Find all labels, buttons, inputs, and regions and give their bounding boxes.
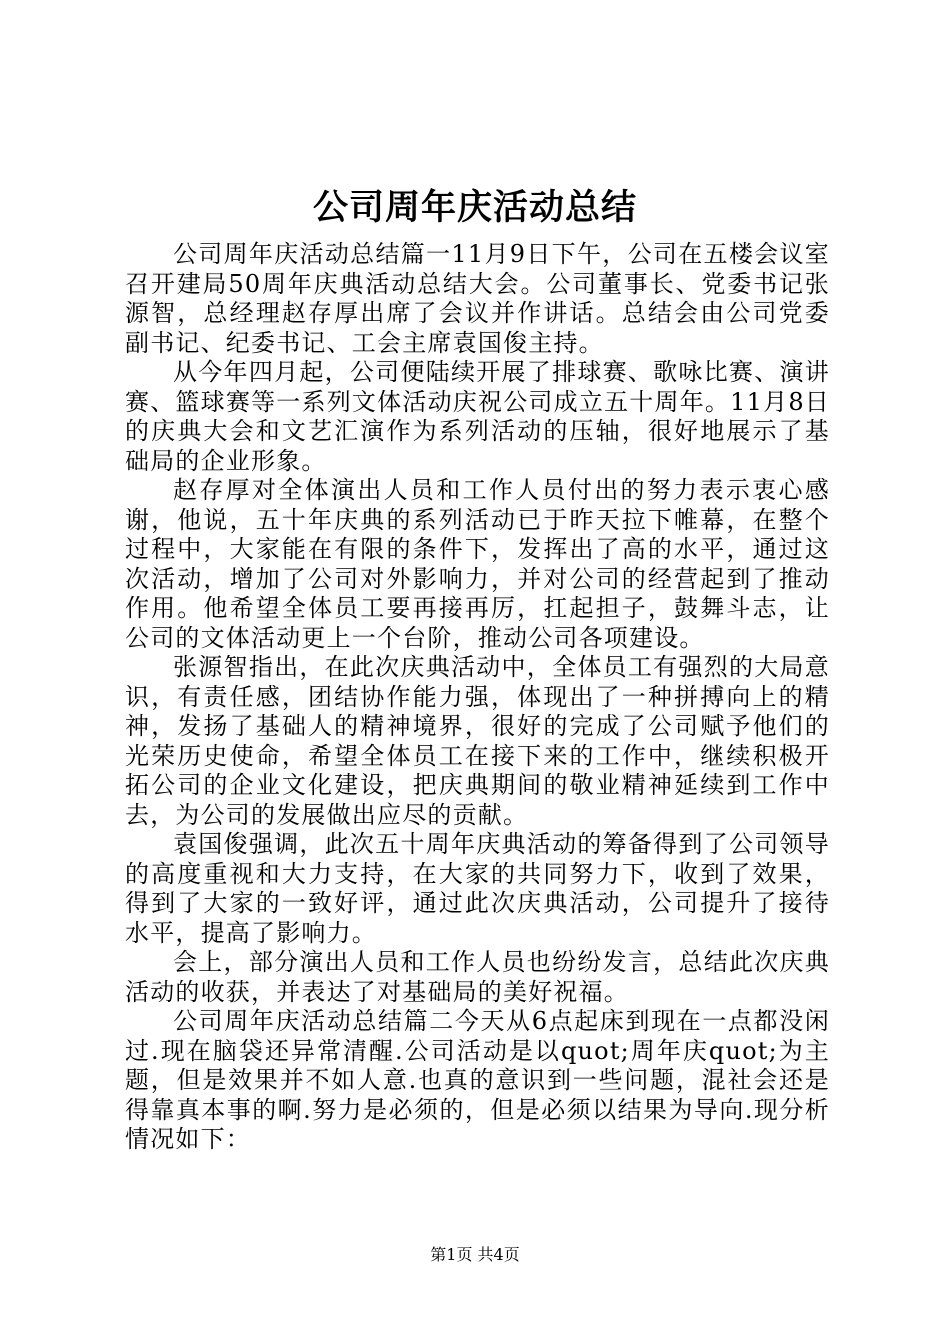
paragraph: 张源智指出，在此次庆典活动中，全体员工有强烈的大局意识，有责任感，团结协作能力强，体现出了一种拼搏向上的精神，发扬了基础人的精神境界，很好的完成了公司赋予他们的光荣历史使命，希望全体员工在接下来的工作中，继续积极开拓公司的企业文化建设，把庆典期间的敬业精神延续到工作中去，为公司的发展做出应尽的贡献。 bbox=[125, 653, 830, 829]
paragraph: 赵存厚对全体演出人员和工作人员付出的努力表示衷心感谢，他说，五十年庆典的系列活动已于昨天拉下帷幕，在整个过程中，大家能在有限的条件下，发挥出了高的水平，通过这次活动，增加了公司对外影响力，并对公司的经营起到了推动作用。他希望全体员工要再接再厉，扛起担子，鼓舞斗志，让公司的文体活动更上一个台阶，推动公司各项建设。 bbox=[125, 476, 830, 652]
paragraph: 公司周年庆活动总结篇二今天从6点起床到现在一点都没闲过.现在脑袋还异常清醒.公司活动是以quot;周年庆quot;为主题，但是效果并不如人意.也真的意识到一些问题，混社会还是得靠真本事的啊.努力是必须的，但是必须以结果为导向.现分析情况如下： bbox=[125, 1007, 830, 1153]
paragraph: 公司周年庆活动总结篇一11月9日下午，公司在五楼会议室召开建局50周年庆典活动总结大会。公司董事长、党委书记张源智，总经理赵存厚出席了会议并作讲话。总结会由公司党委副书记、纪委书记、工会主席袁国俊主持。 bbox=[125, 240, 830, 357]
paragraph: 会上，部分演出人员和工作人员也纷纷发言，总结此次庆典活动的收获，并表达了对基础局的美好祝福。 bbox=[125, 948, 830, 1006]
paragraph: 从今年四月起，公司便陆续开展了排球赛、歌咏比赛、演讲赛、篮球赛等一系列文体活动庆祝公司成立五十周年。11月8日的庆典大会和文艺汇演作为系列活动的压轴，很好地展示了基础局的企业形象。 bbox=[125, 358, 830, 475]
page-number-footer: 第1页 共4页 bbox=[430, 1245, 520, 1264]
paragraph: 袁国俊强调，此次五十周年庆典活动的筹备得到了公司领导的高度重视和大力支持，在大家的共同努力下，收到了效果，得到了大家的一致好评，通过此次庆典活动，公司提升了接待水平，提高了影响力。 bbox=[125, 830, 830, 947]
document-title: 公司周年庆活动总结 bbox=[312, 187, 637, 228]
document-body bbox=[125, 240, 830, 1155]
